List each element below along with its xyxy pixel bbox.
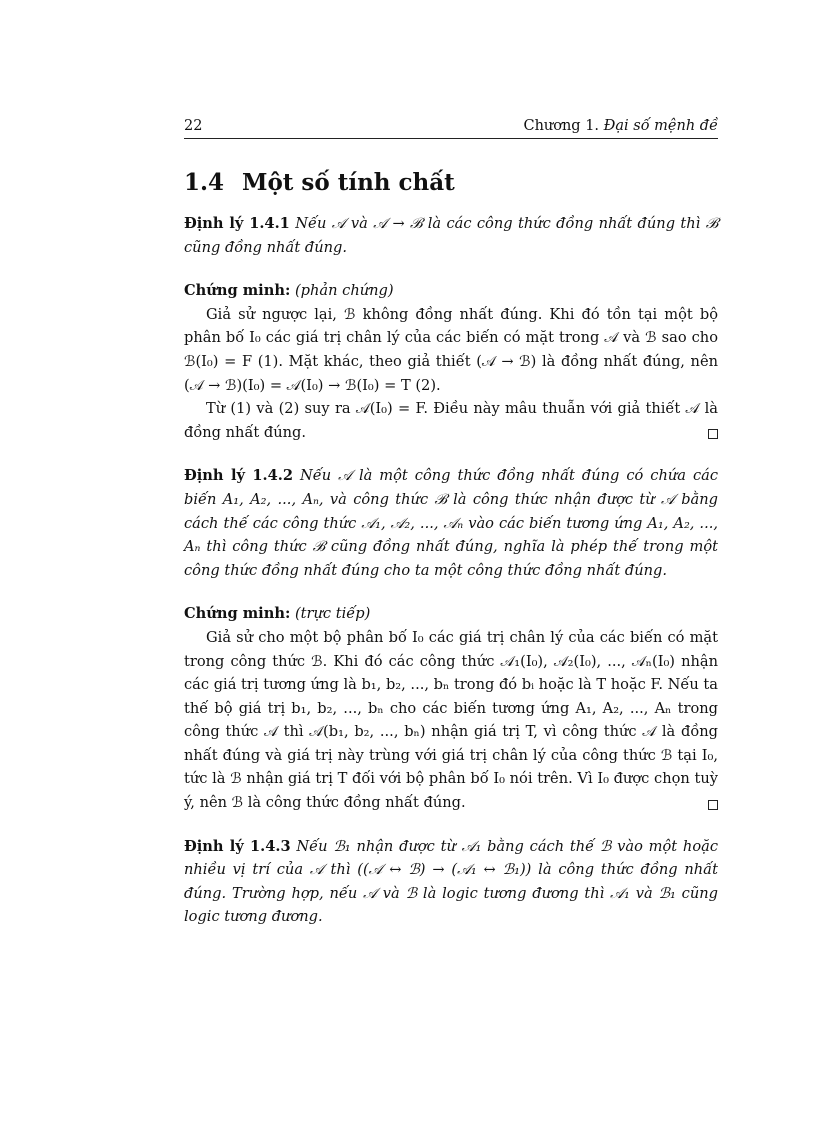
proof-paragraph-text: Giả sử cho một bộ phân bố I₀ các giá trị chân lý của các biến có mặt trong công thức ℬ. Khi đó các công thức 𝒜₁(I₀), 𝒜₂(I₀), ..., 𝒜ₙ(I₀) nhận các giá trị tương ứng là b₁, b₂, ..., bₙ trong đó bᵢ hoặc là T hoặc F. Nếu ta thế bộ giá trị b₁, b₂, ..., bₙ cho các biến tương ứng A₁, A₂, ..., Aₙ trong công thức 𝒜 thì 𝒜(b₁, b₂, ..., bₙ) nhận giá trị T, vì công thức 𝒜 là đồng nhất đúng và giá trị này trùng với giá trị chân lý của công thức ℬ tại I₀, tức là ℬ nhận giá trị T đối với bộ phân bố I₀ nói trên. Vì I₀ được chọn tuỳ ý, nên ℬ là công thức đồng nhất đúng. <box>184 628 718 812</box>
proof-label: Chứng minh: <box>184 282 291 300</box>
section-number: 1.4 <box>184 169 225 196</box>
theorem-1-4-3 <box>184 835 718 929</box>
proof-paragraph-final <box>184 626 718 815</box>
proof-1 <box>184 279 718 444</box>
theorem-1-4-1 <box>184 212 718 259</box>
proof-kind: (phản chứng) <box>294 282 394 300</box>
qed-square-icon <box>708 800 718 810</box>
proof-heading <box>184 602 718 626</box>
theorem-statement: Nếu ℬ₁ nhận được từ 𝒜₁ bằng cách thế ℬ vào một hoặc nhiều vị trí của 𝒜 thì ((𝒜 ↔ ℬ) → (𝒜₁ ↔ ℬ₁)) là công thức đồng nhất đúng. Trường hợp, nếu 𝒜 và ℬ là logic tương đương thì 𝒜₁ và ℬ₁ cũng logic tương đương. <box>184 837 718 926</box>
theorem-label: Định lý 1.4.2 <box>184 467 294 485</box>
theorem-label: Định lý 1.4.3 <box>184 837 291 855</box>
chapter-heading <box>523 118 718 134</box>
proof-label: Chứng minh: <box>184 605 291 623</box>
theorem-label: Định lý 1.4.1 <box>184 215 290 232</box>
section-title: Một số tính chất <box>242 169 455 196</box>
theorem-1-4-2 <box>184 464 718 582</box>
page-number: 22 <box>184 118 203 134</box>
section-heading <box>184 169 718 196</box>
proof-paragraph-final <box>184 397 718 444</box>
proof-heading <box>184 279 718 303</box>
chapter-prefix: Chương 1. <box>523 118 604 134</box>
qed-square-icon <box>708 429 718 439</box>
theorem-statement: Nếu 𝒜 và 𝒜 → ℬ là các công thức đồng nhất đúng thì ℬ cũng đồng nhất đúng. <box>184 215 718 256</box>
proof-paragraph: Giả sử ngược lại, ℬ không đồng nhất đúng. Khi đó tồn tại một bộ phân bố I₀ các giá trị chân lý của các biến có mặt trong 𝒜 và ℬ sao cho ℬ(I₀) = F (1). Mặt khác, theo giả thiết (𝒜 → ℬ) là đồng nhất đúng, nên (𝒜 → ℬ)(I₀) = 𝒜(I₀) → ℬ(I₀) = T (2). <box>184 305 718 394</box>
page-content <box>184 118 718 949</box>
proof-kind: (trực tiếp) <box>294 605 371 623</box>
running-header <box>184 118 718 139</box>
proof-2 <box>184 602 718 814</box>
theorem-statement: Nếu 𝒜 là một công thức đồng nhất đúng có chứa các biến A₁, A₂, ..., Aₙ, và công thức ℬ là công thức nhận được từ 𝒜 bằng cách thế các công thức 𝒜₁, 𝒜₂, ..., 𝒜ₙ vào các biến tương ứng A₁, A₂, ..., Aₙ thì công thức ℬ cũng đồng nhất đúng, nghĩa là phép thế trong một công thức đồng nhất đúng cho ta một công thức đồng nhất đúng. <box>184 467 719 579</box>
proof-paragraph-text: Từ (1) và (2) suy ra 𝒜(I₀) = F. Điều này mâu thuẫn với giả thiết 𝒜 là đồng nhất đúng. <box>184 400 718 441</box>
chapter-title: Đại số mệnh đề <box>603 118 718 134</box>
